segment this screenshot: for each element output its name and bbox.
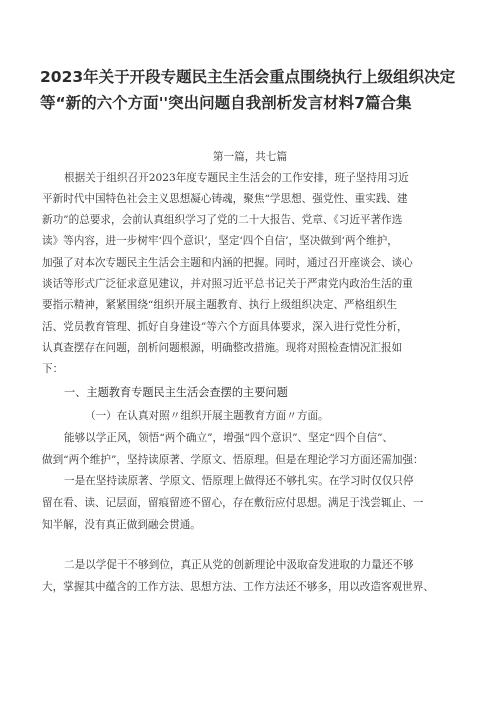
paragraph-line: 谈话等形式广泛征求意见建议，并对照习近平总书记关于严肃党内政治生活的重: [42, 278, 413, 290]
title-line: 2023年关于开段专题民主生活会重点围绕执行上级组织决定: [40, 68, 456, 86]
title-line: 等“新的六个方面''突出问题自我剖析发言材料7篇合集: [40, 94, 412, 112]
paragraph-line: 新功”的总要求，会前认真组织学习了党的二十大报告、党章、《习近平著作选: [42, 214, 403, 226]
paragraph-line: 一是在坚持读原著、学原文、悟原理上做得还不够扎实。在学习时仅仅只停: [64, 475, 414, 487]
paragraph-line: 做到“两个维护”，坚持读原著、学原文、悟原理。但是在理论学习方面还需加强：: [42, 454, 424, 466]
paragraph-line: 二是以学促干不够到位，真正从党的创新理论中汲取奋发进取的力量还不够: [64, 559, 414, 571]
paragraph-line: 加强了对本次专题民主生活会主题和内涵的把握。同时，通过召开座谈会、谈心: [42, 257, 413, 269]
paragraph-line: 要指示精神，紧紧围绕“组织开展主题教育、执行上级组织决定、严格组织生: [42, 299, 398, 311]
paragraph-line: 能够以学正风，领悟“两个确立”，增强“四个意识”、坚定“四个自信”、: [64, 432, 394, 444]
paragraph-line: 平新时代中国特色社会主义思想凝心铸魂，聚焦“学思想、强党性、重实践、建: [42, 193, 408, 205]
paragraph-line: 认真查摆存在问题，剖析问题根源，明确整改措施。现将对照检查情况汇报如: [42, 342, 403, 354]
paragraph-line: 留在看、读、记层面，留痕留迹不留心，存在敷衍应付思想。满足于浅尝辄止、一: [42, 497, 424, 509]
paragraph-line: 读》等内容，进一步树牢‘四个意识’，坚定‘四个自信’，坚决做到‘两个维护，: [42, 235, 398, 247]
document-title: [40, 64, 470, 116]
subsection-heading: （一）在认真对照〃组织开展主题教育方面〃方面。: [85, 410, 329, 422]
paragraph-line: 活、党员教育管理、抓好自身建设”等六个方面具体要求，深入进行党性分析，: [42, 321, 408, 333]
paragraph-line: 根据关于组织召开2023年度专题民主生活会的工作安排，班子坚持用习近: [64, 172, 409, 184]
paragraph-line: 大，掌握其中蕴含的工作方法、思想方法、工作方法还不够多，用以改造客观世界、: [42, 581, 434, 593]
section-heading: 一、主题教育专题民主生活会查摆的主要问题: [64, 386, 288, 399]
paragraph-line: 知半解，没有真正做到融会贯通。: [42, 519, 201, 531]
part-indicator: 第一篇，共七篇: [212, 151, 288, 163]
paragraph-line: 下：: [42, 363, 64, 375]
